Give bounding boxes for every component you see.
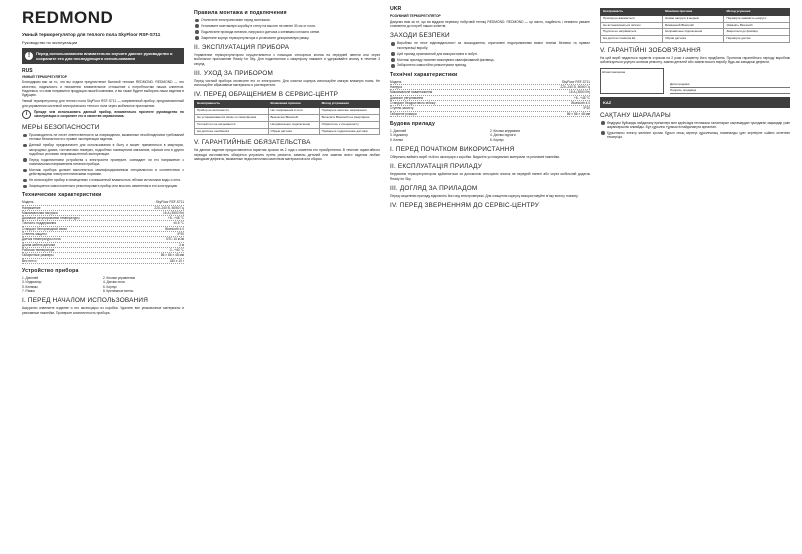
table-row bbox=[195, 115, 380, 122]
kaz-safety-heading: САҚТАНУ ШАРАЛАРЫ bbox=[600, 111, 671, 119]
table-cell: Перевірте датчик bbox=[724, 36, 790, 43]
table-header: Метод устранения bbox=[319, 101, 379, 108]
column-4 bbox=[600, 6, 790, 550]
spec-key: Максимальная нагрузка bbox=[22, 210, 58, 215]
model-subtitle: Руководство по эксплуатации bbox=[22, 39, 78, 45]
spec-row bbox=[390, 112, 590, 117]
warranty-heading: V. ГАРАНТИЙНЫЕ ОБЯЗАТЕЛЬСТВА bbox=[194, 139, 311, 147]
table-cell: Прилад не вмикається bbox=[601, 15, 663, 22]
table-row bbox=[601, 15, 790, 22]
care-text: Перед чищенням приладу відключіть його від електромережі. Для очищення корпусу використовуйте м'яку вологу тканину. bbox=[390, 193, 579, 198]
install-heading: Правила монтажа и подключения bbox=[194, 10, 287, 16]
specs-heading: Технічні характеристики bbox=[390, 71, 458, 78]
spec-key: Діапазон регулювання bbox=[390, 95, 424, 100]
spec-key: Вес нетто bbox=[22, 258, 37, 263]
table-row bbox=[195, 121, 380, 128]
table-cell: Неправильное подключение bbox=[268, 121, 319, 128]
lang-label-ukr: UKR bbox=[390, 6, 402, 12]
table-cell: Проверьте наличие напряжения bbox=[319, 108, 379, 115]
safety-heading: ЗАХОДИ БЕЗПЕКИ bbox=[390, 32, 450, 40]
device-part: 3. Индикатор bbox=[22, 280, 42, 285]
signature-lines bbox=[670, 82, 790, 94]
specs-heading: Технические характеристики bbox=[22, 192, 102, 199]
table-header-row bbox=[601, 9, 790, 16]
info-note-text: Прежде чем использовать данный прибор, внимательно прочтите руководство по эксплуатации и сохраните его в качестве справочника. bbox=[34, 109, 184, 119]
kaz-label: KAZ bbox=[603, 99, 612, 105]
spec-value: 0...+40 °C bbox=[169, 247, 184, 252]
section-heading: РОЗУМНИЙ ТЕРМОРЕГУЛЯТОР bbox=[390, 14, 441, 18]
table-cell: На дисплеї помилка E1 bbox=[601, 36, 663, 43]
spec-value: SkyFloor RSF-S711 bbox=[561, 79, 590, 84]
device-part: 4. Датчик підлоги bbox=[490, 133, 516, 138]
table-row bbox=[601, 29, 790, 36]
table-row bbox=[195, 128, 380, 135]
spec-key: Модель bbox=[390, 79, 402, 84]
spec-key: Напряжение bbox=[22, 205, 41, 210]
info-note bbox=[22, 110, 184, 120]
spec-key: Габаритные размеры bbox=[22, 253, 54, 258]
table-header: Метод усунення bbox=[724, 9, 790, 16]
spec-value: SkyFloor RSF-S711 bbox=[155, 200, 184, 205]
spec-value: +5...+45 °C bbox=[167, 216, 184, 221]
spec-value: 16 А (3500 Вт) bbox=[568, 90, 590, 95]
device-part: 5. Клеммы bbox=[22, 284, 38, 289]
column-2 bbox=[194, 6, 380, 550]
first-use-text: Аккуратно извлеките изделие и его аксессуары из коробки. Удалите все упаковочные материалы и рекламные наклейки. Проверьте комплектность прибора. bbox=[22, 306, 184, 315]
device-parts-list bbox=[22, 276, 184, 294]
spec-key: Степень защиты bbox=[22, 232, 47, 237]
spec-value: Bluetooth 4.0 bbox=[165, 226, 184, 231]
device-part: 6. Корпус bbox=[490, 137, 504, 142]
specs-list bbox=[22, 200, 184, 264]
spec-key: Датчик температуры пола bbox=[22, 237, 61, 242]
first-use-heading: I. ПЕРЕД ПОЧАТКОМ ВИКОРИСТАННЯ bbox=[390, 146, 515, 154]
table-cell: Теплый пол не нагревается bbox=[195, 121, 269, 128]
spec-key: Стандарт беспроводной связи bbox=[22, 226, 68, 231]
column-1 bbox=[22, 6, 184, 550]
table-cell: Немає напруги в мережі bbox=[663, 15, 724, 22]
spec-key: Ступінь захисту bbox=[390, 106, 414, 111]
table-cell: Підлога не нагрівається bbox=[601, 29, 663, 36]
table-row bbox=[601, 36, 790, 43]
safety-item: Өндіруші бұйымды пайдалану ережелері мен қауіпсіздік техникасы талаптарын сақтамаудан туындаған зақымдар үшін жауапкершілік алмайды. Бұл құрылғы тұрмыста пайдалануға арналған. bbox=[600, 121, 790, 130]
install-step: Установите монтажную коробку в стену на высоте не менее 30 см от пола. bbox=[194, 24, 380, 28]
spec-value: IP20 bbox=[583, 106, 590, 111]
column-3 bbox=[390, 6, 590, 550]
intro-paragraph-2: Умный терморегулятор для теплого пола SkyFloor RSF-S711 — современный прибор, предназначенный для управления системой электрического теплого пола через мобильное приложение. bbox=[22, 99, 184, 108]
info-icon: i bbox=[22, 110, 31, 119]
first-use-text: Обережно вийміть виріб та його аксесуари з коробки. Видаліть усі пакувальні матеріали та рекламні наклейки. bbox=[390, 155, 560, 160]
kaz-banner bbox=[600, 97, 790, 108]
spec-value: 220–240 В, 50/60 Гц bbox=[560, 85, 590, 90]
table-cell: Зверніться до фахівця bbox=[724, 29, 790, 36]
table-cell: Обрыв датчика bbox=[268, 128, 319, 135]
first-use-heading: I. ПЕРЕД НАЧАЛОМ ИСПОЛЬЗОВАНИЯ bbox=[22, 297, 149, 305]
table-cell: Увімкніть Bluetooth bbox=[724, 22, 790, 29]
care-heading: III. УХОД ЗА ПРИБОРОМ bbox=[194, 69, 273, 77]
spec-key: Стандарт бездротового зв'язку bbox=[390, 100, 436, 105]
spec-key: Длина кабеля датчика bbox=[22, 242, 56, 247]
safety-item: Перед подключением устройства к электросети проверьте, совпадает ли его напряжение с номинальным напряжением питания прибора. bbox=[22, 158, 184, 167]
table-cell: Нет напряжения в сети bbox=[268, 108, 319, 115]
intro-paragraph: Дякуємо вам за те, що ви віддали перевагу побутовій техніці REDMOND. REDMOND — це якість, надійність і незмінно уважне ставлення до потреб наших клієнтів. bbox=[390, 19, 590, 29]
safety-item: Заборонено самостійно ремонтувати прилад. bbox=[390, 63, 590, 67]
device-part: 4. Датчик пола bbox=[103, 280, 125, 285]
troubleshooting-table bbox=[600, 8, 790, 43]
device-part: 2. Кнопки управления bbox=[103, 275, 136, 280]
spec-value: 180 ± 10 г bbox=[169, 258, 184, 263]
safety-item: Цей прилад призначений для використання в побуті. bbox=[390, 52, 590, 56]
seller-signature-line: Подпись продавца bbox=[670, 88, 790, 94]
spec-value: +5...+45 °C bbox=[573, 95, 590, 100]
spec-value: IP20 bbox=[177, 232, 184, 237]
spec-key: Максимальне навантаження bbox=[390, 90, 433, 95]
safety-item: Не используйте прибор в помещениях с повышенной влажностью, вблизи источников воды и огня. bbox=[22, 178, 184, 182]
safety-item: Производитель не несет ответственности за повреждения, вызванные несоблюдением требований техники безопасности и правил эксплуатации изделия. bbox=[22, 133, 184, 142]
table-row bbox=[601, 22, 790, 29]
device-part: 3. Індикатор bbox=[390, 133, 408, 138]
device-part: 2. Кнопки керування bbox=[490, 128, 520, 133]
warranty-text: На цей виріб надається гарантія строком на 2 роки з моменту його придбання. Протягом гарантійного періоду виробник зобов'язується усунути шляхом ремонту, заміни деталей або заміни всього виробу будь-які заводські дефекти. bbox=[600, 55, 790, 65]
install-step: Подключите провода питания, нагрузки и датчика к клеммам согласно схеме. bbox=[194, 30, 380, 34]
table-cell: Обратитесь к специалисту bbox=[319, 121, 379, 128]
spec-key: Диапазон регулирования температуры bbox=[22, 216, 80, 221]
table-header: Несправність bbox=[601, 9, 663, 16]
device-part: 1. Дисплей bbox=[390, 128, 407, 133]
device-heading: Устройство прибора bbox=[22, 267, 79, 274]
spec-value: 86 × 86 × 48 мм bbox=[566, 111, 590, 116]
spec-value: 220–240 В, 50/60 Гц bbox=[154, 205, 184, 210]
device-part: 1. Дисплей bbox=[22, 275, 39, 280]
table-cell: Перевірте наявність напруги bbox=[724, 15, 790, 22]
use-text: Керування терморегулятором здійснюється за допомогою сенсорних кнопок на передній панелі або через мобільний додаток Ready for Sky. bbox=[390, 172, 590, 181]
use-text: Управление терморегулятором осуществляется с помощью сенсорных кнопок на передней панели или через мобильное приложение Ready for Sky. Для подключения к смартфону нажмите и удерживайте кнопку в течение 3 секунд. bbox=[194, 52, 380, 66]
device-parts-list bbox=[390, 129, 590, 142]
table-cell: На дисплее ошибка E1 bbox=[195, 128, 269, 135]
spec-key: Габаритні розміри bbox=[390, 111, 417, 116]
device-part: 5. Клеми bbox=[390, 137, 404, 142]
spec-value: 16 А (3500 Вт) bbox=[162, 210, 184, 215]
table-cell: Прибор не включается bbox=[195, 108, 269, 115]
table-header: Можлива причина bbox=[663, 9, 724, 16]
warranty-text: На данное изделие предоставляется гарантия сроком на 2 года с момента его приобретения. В течение гарантийного периода изготовитель обязуется устранить путем ремонта, замены деталей или замены всего изделия любые заводские дефекты, вызванные недостаточным качеством материалов или сборки. bbox=[194, 148, 380, 162]
device-part: 8. Крепежные винты bbox=[103, 289, 134, 294]
device-heading: Будова приладу bbox=[390, 120, 436, 127]
model-title: Умный терморегулятор для теплого пола SkyFloor RSF-S711 bbox=[22, 32, 161, 37]
table-cell: Выключен Bluetooth bbox=[268, 115, 319, 122]
table-cell: Неправильне підключення bbox=[663, 29, 724, 36]
lang-label-ru: RUS bbox=[22, 67, 33, 74]
spec-key: Напруга bbox=[390, 85, 402, 90]
spec-value: NTC 10 кОм bbox=[166, 237, 184, 242]
table-header-row bbox=[195, 101, 380, 108]
safety-item: Виробник не несе відповідальності за пошкодження, спричинені недотриманням вимог техніки безпеки та правил експлуатації виробу. bbox=[390, 41, 590, 50]
spec-key: Рабочая температура bbox=[22, 247, 55, 252]
spec-row bbox=[22, 259, 184, 264]
spec-value: 86 × 86 × 48 мм bbox=[160, 253, 184, 258]
spec-value: Bluetooth 4.0 bbox=[571, 100, 590, 105]
brand-logo: REDMOND bbox=[22, 8, 114, 27]
device-part: 7. Рамка bbox=[22, 289, 35, 294]
specs-list bbox=[390, 80, 590, 117]
safety-item: Данный прибор предназначен для использования в быту и может применяться в квартирах, загородных домах, гостиничных номерах, подсобных помещениях магазинов, офисов или в других подобных условиях непромышленной эксплуатации. bbox=[22, 143, 184, 156]
service-heading: IV. ПЕРЕД ОБРАЩЕНИЕМ В СЕРВИС-ЦЕНТР bbox=[194, 91, 339, 99]
table-cell: Обрив датчика bbox=[663, 36, 724, 43]
safety-item: Запрещается самостоятельно ремонтировать прибор или вносить изменения в его конструкцию. bbox=[22, 184, 184, 188]
install-step: Отключите электропитание перед монтажом. bbox=[194, 18, 380, 22]
table-row bbox=[195, 108, 380, 115]
warranty-heading: V. ГАРАНТІЙНІ ЗОБОВ'ЯЗАННЯ bbox=[600, 46, 701, 54]
warning-text: Перед использованием внимательно изучите данное руководство и сохраните его для последующего использования bbox=[36, 50, 173, 61]
table-cell: Не устанавливается связь со смартфоном bbox=[195, 115, 269, 122]
table-cell: Включите Bluetooth на смартфоне bbox=[319, 115, 379, 122]
warning-icon: ! bbox=[25, 52, 33, 60]
warning-banner bbox=[22, 48, 184, 64]
spec-key: Модель bbox=[22, 200, 34, 205]
stamp-box: Штамп магазина bbox=[600, 68, 664, 94]
care-text: Перед чисткой прибора отключите его от электросети. Для очистки корпуса используйте мягкую влажную ткань. Не используйте абразивные материалы и растворители. bbox=[194, 78, 380, 88]
spec-value: ±0,5 °C bbox=[173, 221, 184, 226]
intro-paragraph: Благодарим вас за то, что вы отдали предпочтение бытовой технике REDMOND. REDMOND — это качество, надежность и неизменно внимательное отношение к потребностям наших клиентов. Надеемся, что вам понравится продукция нашей компании, и вы также будете выбирать наши изделия в будущем. bbox=[22, 80, 184, 98]
safety-heading: МЕРЫ БЕЗОПАСНОСТИ bbox=[22, 124, 100, 132]
use-heading: II. ЭКСПЛУАТАЦИЯ ПРИБОРА bbox=[194, 43, 290, 51]
safety-item: Құрылғыны электр желісіне қоспас бұрын оның кернеуі құрылғының номиналды қуат кернеуіне сәйкес келетінін тексеріңіз. bbox=[600, 131, 790, 140]
table-cell: Не встановлюється зв'язок bbox=[601, 22, 663, 29]
section-heading: УМНЫЙ ТЕРМОРЕГУЛЯТОР bbox=[22, 74, 67, 79]
stamp-area bbox=[600, 68, 790, 94]
table-cell: Вимкнений Bluetooth bbox=[663, 22, 724, 29]
table-header: Возможная причина bbox=[268, 101, 319, 108]
sale-date-line: Дата продажи bbox=[670, 82, 790, 88]
use-heading: II. ЕКСПЛУАТАЦІЯ ПРИЛАДУ bbox=[390, 163, 483, 171]
install-step: Закрепите корпус терморегулятора и установите декоративную рамку. bbox=[194, 36, 380, 40]
table-header: Неисправность bbox=[195, 101, 269, 108]
device-part: 6. Корпус bbox=[103, 284, 117, 289]
care-heading: III. ДОГЛЯД ЗА ПРИЛАДОМ bbox=[390, 184, 478, 192]
safety-item: Монтаж прибора должен выполняться квалифицированным специалистом в соответствии с действующими электротехническими нормами. bbox=[22, 168, 184, 177]
table-cell: Проверьте подключение датчика bbox=[319, 128, 379, 135]
safety-item: Монтаж приладу повинен виконувати кваліфікований фахівець. bbox=[390, 58, 590, 62]
service-heading: IV. ПЕРЕД ЗВЕРНЕННЯМ ДО СЕРВІС-ЦЕНТРУ bbox=[390, 202, 540, 210]
spec-key: Точность поддержания bbox=[22, 221, 57, 226]
troubleshooting-table bbox=[194, 100, 380, 135]
spec-value: 3 м bbox=[179, 242, 184, 247]
